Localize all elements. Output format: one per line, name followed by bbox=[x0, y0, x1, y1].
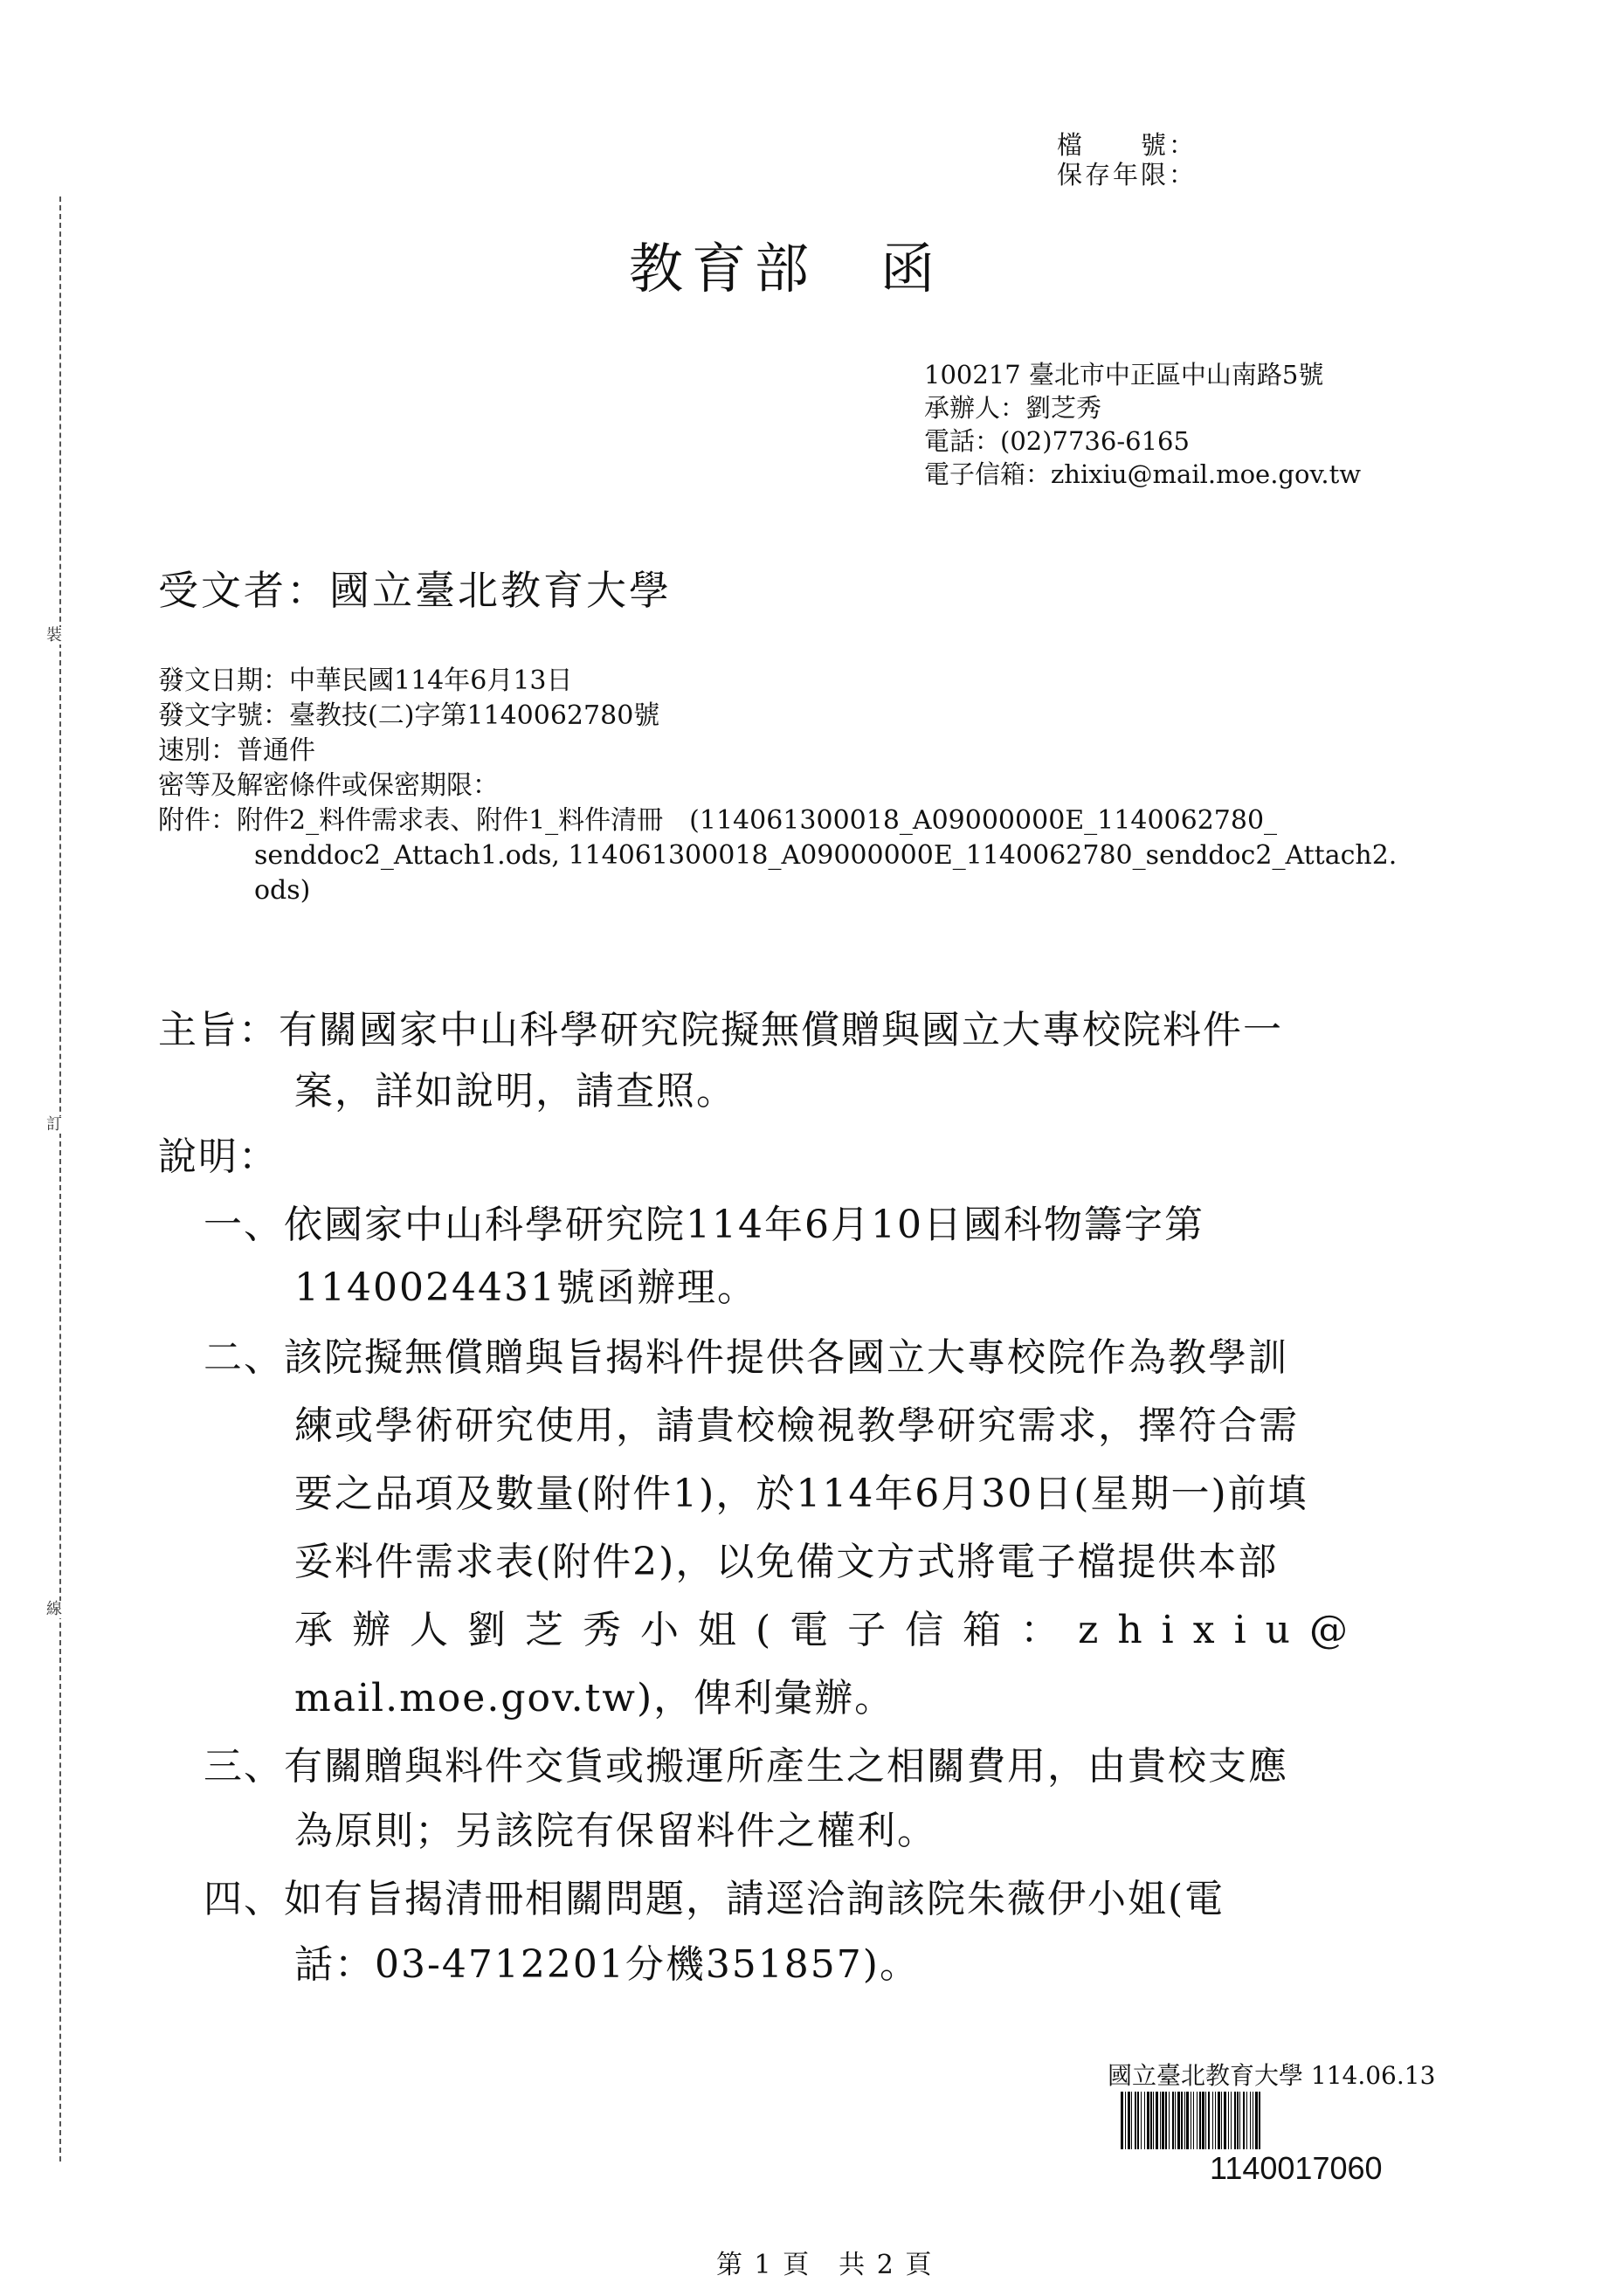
binding-label-ding: 訂 bbox=[46, 1115, 62, 1134]
document-title: 教育部 函 bbox=[629, 237, 944, 300]
item-2-line-3: 要之品項及數量(附件1)，於114年6月30日(星期一)前填 bbox=[294, 1472, 1308, 1516]
item-2-line-5: 承辦人劉芝秀小姐(電子信箱：zhixiu@ bbox=[294, 1608, 1367, 1652]
item-3-line-2: 為原則；另該院有保留料件之權利。 bbox=[294, 1809, 937, 1853]
sender-officer: 承辦人：劉芝秀 bbox=[924, 393, 1102, 423]
issue-date: 發文日期：中華民國114年6月13日 bbox=[158, 665, 573, 696]
attachments-line-2: senddoc2_Attach1.ods, 114061300018_A09000000E_1140062780_senddoc2_Attach2. bbox=[254, 840, 1398, 871]
explanation-label: 說明： bbox=[158, 1134, 279, 1179]
barcode-image bbox=[1121, 2092, 1470, 2149]
sender-contact-block bbox=[924, 358, 1361, 491]
barcode-number: 1140017060 bbox=[1210, 2150, 1383, 2186]
item-2-line-4: 妥料件需求表(附件2)，以免備文方式將電子檔提供本部 bbox=[294, 1540, 1279, 1584]
subject-line-1: 主旨：有關國家中山科學研究院擬無償贈與國立大專校院料件一 bbox=[158, 1008, 1283, 1052]
binding-label-xian: 線 bbox=[46, 1600, 62, 1618]
item-2-line-6: mail.moe.gov.tw)，俾利彙辦。 bbox=[294, 1676, 895, 1720]
attachments-line-1: 附件：附件2_料件需求表、附件1_料件清冊 (114061300018_A09000000E_1140062780_ bbox=[158, 805, 1278, 836]
binding-line bbox=[59, 197, 61, 2162]
file-number-label: 檔 號： bbox=[1057, 130, 1198, 160]
binding-label-zhuang: 裝 bbox=[46, 626, 62, 645]
subject-line-2: 案，詳如說明，請查照。 bbox=[294, 1069, 736, 1114]
item-1-line-2: 1140024431號函辦理。 bbox=[294, 1265, 757, 1310]
item-1-line-1: 一、依國家中山科學研究院114年6月10日國科物籌字第 bbox=[204, 1203, 1204, 1247]
document-number: 發文字號：臺教技(二)字第1140062780號 bbox=[158, 700, 660, 731]
item-4-line-2: 話：03-4712201分機351857)。 bbox=[294, 1942, 920, 1987]
item-2-line-1: 二、該院擬無償贈與旨揭料件提供各國立大專校院作為教學訓 bbox=[204, 1335, 1288, 1380]
secrecy-level: 密等及解密條件或保密期限： bbox=[158, 770, 499, 801]
delivery-speed: 速別：普通件 bbox=[158, 735, 315, 766]
attachments-line-3: ods) bbox=[254, 875, 311, 906]
recipient: 受文者：國立臺北教育大學 bbox=[158, 567, 672, 614]
item-2-line-2: 練或學術研究使用，請貴校檢視教學研究需求，擇符合需 bbox=[294, 1403, 1299, 1448]
retention-period-label: 保存年限： bbox=[1057, 160, 1198, 190]
barcode-stripe bbox=[1260, 2092, 1261, 2149]
sender-phone: 電話：(02)7736-6165 bbox=[924, 426, 1190, 456]
page-number: 第 1 頁 共 2 頁 bbox=[716, 2250, 934, 2280]
item-3-line-1: 三、有關贈與料件交貨或搬運所產生之相關費用，由貴校支應 bbox=[204, 1744, 1288, 1789]
item-4-line-1: 四、如有旨揭清冊相關問題，請逕洽詢該院朱薇伊小姐(電 bbox=[204, 1877, 1225, 1921]
document-meta bbox=[158, 664, 1397, 908]
receipt-stamp: 國立臺北教育大學 114.06.13 bbox=[1108, 2061, 1436, 2090]
sender-address: 100217 臺北市中正區中山南路5號 bbox=[924, 360, 1324, 390]
sender-email: 電子信箱：zhixiu@mail.moe.gov.tw bbox=[924, 459, 1362, 489]
